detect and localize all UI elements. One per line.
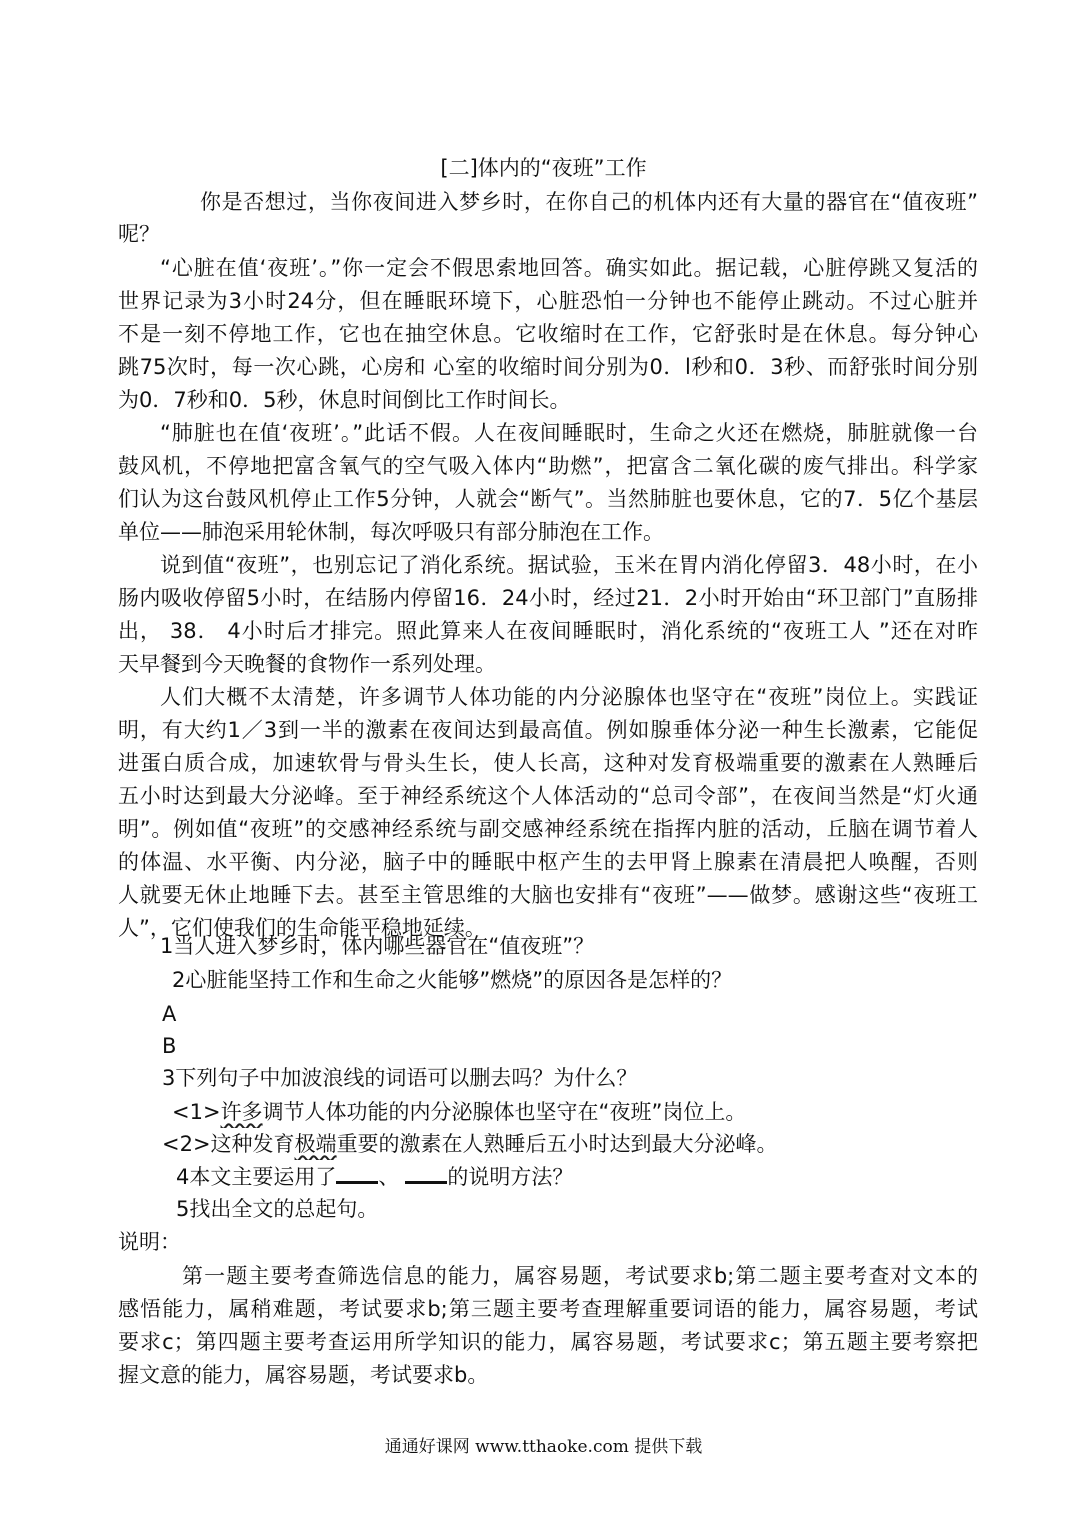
question-1: 1当人进入梦乡时，体内哪些器官在“值夜班”？ <box>160 934 595 958</box>
explanation-line-4: 握文意的能力，属容易题，考试要求b。 <box>118 1363 489 1387</box>
explanation-line-3: 要求c；第四题主要考查运用所学知识的能力，属容易题，考试要求c；第五题主要考察把 <box>118 1330 978 1354</box>
sentence-2-wavy-word: 极端 <box>294 1132 337 1156</box>
sentence-1-rest: 调节人体功能的内分泌腺体也坚守在“夜班”岗位上。 <box>262 1100 747 1124</box>
para3-line1: “肺脏也在值‘夜班’。”此话不假。人在夜间睡眠时，生命之火还在燃烧，肺脏就像一台 <box>160 421 978 445</box>
question-4-separator: 、 <box>378 1165 400 1189</box>
sentence-1-wavy-word: 许多 <box>220 1100 263 1124</box>
question-3-sentence-1 <box>172 1096 1032 1128</box>
answer-blank-2[interactable] <box>405 1163 447 1184</box>
question-4-prefix: 4本文主要运用了 <box>176 1165 337 1189</box>
para2-line2: 世界记录为3小时24分，但在睡眠环境下，心脏恐怕一分钟也不能停止跳动。不过心脏并 <box>118 289 978 313</box>
question-2: 2心脏能坚持工作和生命之火能够”燃烧”的原因各是怎样的？ <box>172 968 733 992</box>
question-3-sentence-2 <box>162 1128 1022 1160</box>
article-title: [二]体内的“夜班”工作 <box>440 156 647 180</box>
para4-line2: 肠内吸收停留5小时，在结肠内停留16．24小时，经过21．2小时开始由“环卫部门”直肠排 <box>118 586 978 610</box>
question-4-suffix: 的说明方法？ <box>447 1165 574 1189</box>
para5-line5: 明”。例如值“夜班”的交感神经系统与副交感神经系统在指挥内脏的活动，丘脑在调节着人 <box>118 817 978 841</box>
para2-line1: “心脏在值‘夜班’。”你一定会不假思索地回答。确实如此。据记载，心脏停跳又复活的 <box>160 256 978 280</box>
para2-line3: 不是一刻不停地工作，它也在抽空休息。它收缩时在工作，它舒张时是在休息。每分钟心 <box>118 322 978 346</box>
sentence-2-prefix: <2>这种发育 <box>162 1132 295 1156</box>
para5-line3: 进蛋白质合成，加速软骨与骨头生长，使人长高，这种对发育极端重要的激素在人熟睡后 <box>118 751 978 775</box>
question-4 <box>176 1161 1036 1193</box>
para3-line2: 鼓风机，不停地把富含氧气的空气吸入体内“助燃”，把富含二氧化碳的废气排出。科学家 <box>118 454 978 478</box>
answer-blank-1[interactable] <box>336 1163 378 1184</box>
sentence-1-prefix: <1> <box>172 1100 221 1124</box>
explanation-line-1: 第一题主要考查筛选信息的能力，属容易题，考试要求b;第二题主要考查对文本的 <box>182 1264 978 1288</box>
para3-line4: 单位——肺泡采用轮休制，每次呼吸只有部分肺泡在工作。 <box>118 520 664 544</box>
question-5: 5找出全文的总起句。 <box>176 1197 379 1221</box>
question-3: 3下列句子中加波浪线的词语可以删去吗？为什么？ <box>162 1066 638 1090</box>
para1-line2: 呢？ <box>118 222 160 246</box>
para5-line1: 人们大概不太清楚，许多调节人体功能的内分泌腺体也坚守在“夜班”岗位上。实践证 <box>160 685 978 709</box>
answer-b-label: B <box>162 1034 177 1058</box>
explanation-line-2: 感悟能力，属稍难题，考试要求b;第三题主要考查理解重要词语的能力，属容易题，考试 <box>118 1297 978 1321</box>
para5-line2: 明，有大约1／3到一半的激素在夜间达到最高值。例如腺垂体分泌一种生长激素，它能促 <box>118 718 978 742</box>
para5-line4: 五小时达到最大分泌峰。至于神经系统这个人体活动的“总司令部”，在夜间当然是“灯火通 <box>118 784 978 808</box>
para3-line3: 们认为这台鼓风机停止工作5分钟，人就会“断气”。当然肺脏也要休息，它的7．5亿个基层 <box>118 487 978 511</box>
para5-line7: 人就要无休止地睡下去。甚至主管思维的大脑也安排有“夜班”——做梦。感谢这些“夜班工 <box>118 883 978 907</box>
para4-line3: 出， 38． 4小时后才排完。照此算来人在夜间睡眠时，消化系统的“夜班工人 ”还在对昨 <box>118 619 978 643</box>
para2-line5: 为0．7秒和0．5秒，休息时间倒比工作时间长。 <box>118 388 571 412</box>
para4-line4: 天早餐到今天晚餐的食物作一系列处理。 <box>118 652 496 676</box>
page-footer: 通通好课网 www.tthaoke.com 提供下载 <box>384 1437 703 1457</box>
para5-line6: 的体温、水平衡、内分泌，脑子中的睡眠中枢产生的去甲肾上腺素在清晨把人唤醒，否则 <box>118 850 978 874</box>
answer-a-label: A <box>162 1002 177 1026</box>
para4-line1: 说到值“夜班”，也别忘记了消化系统。据试验，玉米在胃内消化停留3．48小时，在小 <box>160 553 978 577</box>
para5-line8: 人”，它们使我们的生命能平稳地延续。 <box>118 916 486 940</box>
para2-line4: 跳75次时，每一次心跳，心房和 心室的收缩时间分别为0．l秒和0．3秒、而舒张时间分别 <box>118 355 978 379</box>
para1-line1: 你是否想过，当你夜间进入梦乡时，在你自己的机体内还有大量的器官在“值夜班” <box>200 190 978 214</box>
explanation-heading: 说明： <box>118 1230 181 1254</box>
sentence-2-rest: 重要的激素在人熟睡后五小时达到最大分泌峰。 <box>336 1132 778 1156</box>
